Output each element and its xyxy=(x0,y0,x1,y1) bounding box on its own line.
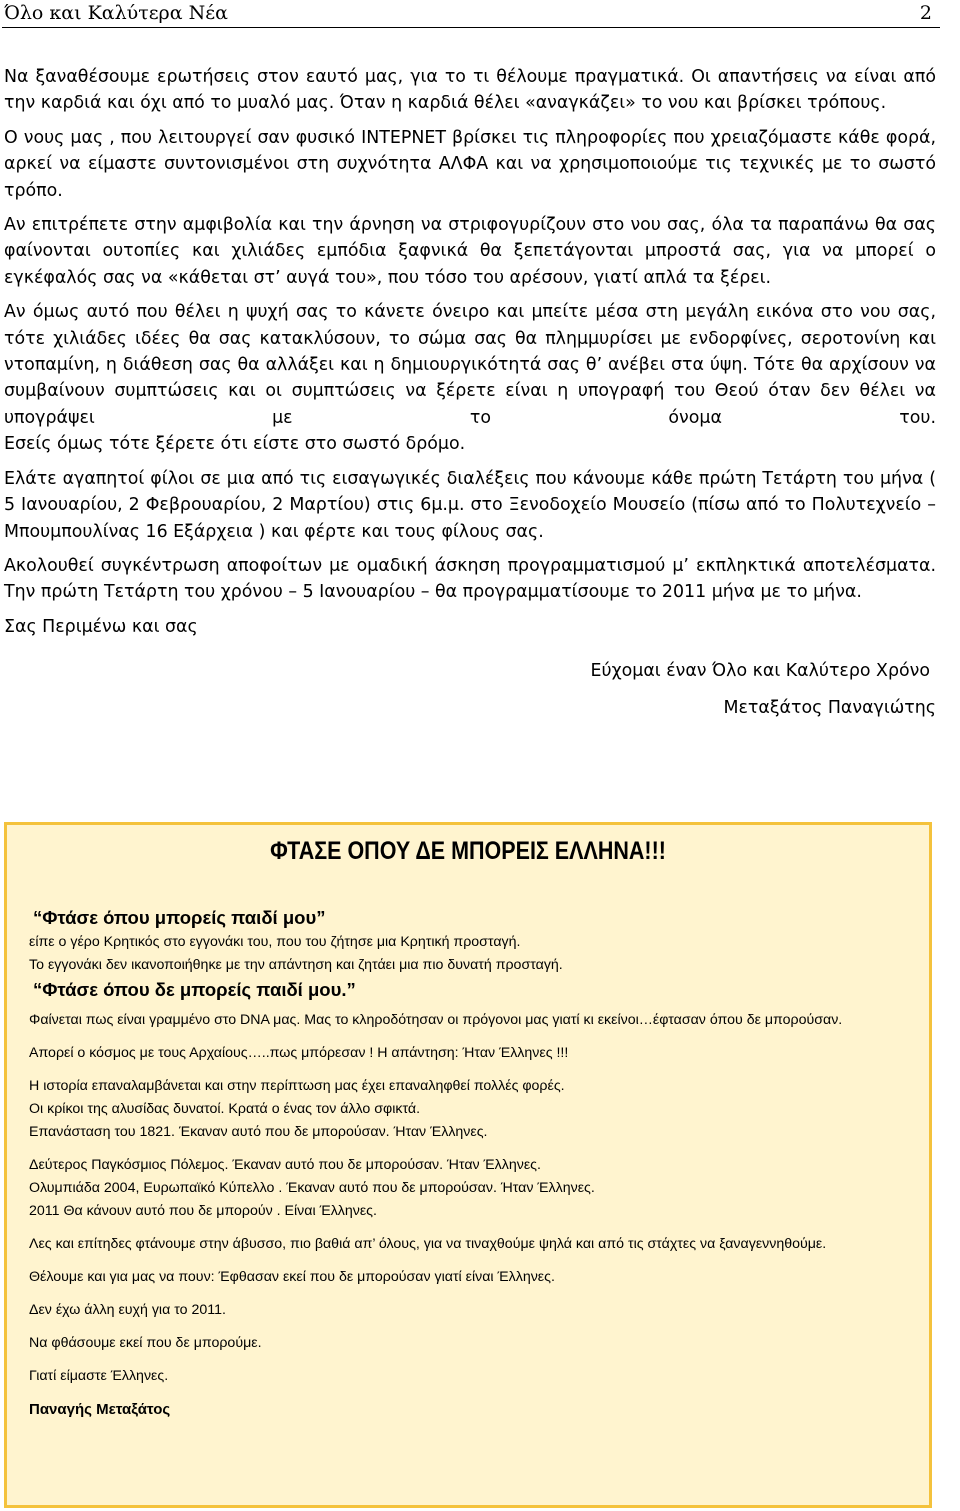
paragraph-mind-internet: Ο νους μας , που λειτουργεί σαν φυσικό ΙΝΤΕΡΝΕΤ βρίσκει τις πληροφορίες που χρειαζόμαστε κάθε φορά, αρκεί να είμαστε συντονισμένοι στη συχνότητα ΑΛΦΑ και να χρησιμοποιούμε τις τεχνικές με το σωστό τρόπο. xyxy=(4,127,936,201)
new-year-wish: Εύχομαι έναν Όλο και Καλύτερο Χρόνο xyxy=(590,661,930,682)
box-heading-1: “Φτάσε όπου μπορείς παιδί μου” xyxy=(33,907,326,928)
paragraph-invitation: Ελάτε αγαπητοί φίλοι σε μια από τις εισαγωγικές διαλέξεις που κάνουμε κάθε πρώτη Τετάρτη του μήνα ( 5 Ιανουαρίου, 2 Φεβρουαρίου, 2 Μαρτίου) στις 6μ.μ. στο Ξενοδοχείο Μουσείο (πίσω από το Πολυτεχνείο – Μπουμπουλίνας 16 Εξάρχεια ) και φέρτε και τους φίλους σας. xyxy=(4,468,936,542)
paragraph-right-path: Εσείς όμως τότε ξέρετε ότι είστε στο σωστό δρόμο. xyxy=(4,434,466,455)
paragraph-waiting: Σας Περιμένω και σας xyxy=(4,616,198,637)
box-para-history: Η ιστορία επαναλαμβάνεται και στην περίπτωση μας έχει επαναληφθεί πολλές φορές. Οι κρίκοι της αλυσίδας δυνατοί. Κρατά ο ένας τον άλλο σφικτά. Επανάσταση του 1821. Έκαναν αυτό που δε μπορούσαν. Ήταν Έλληνες. xyxy=(29,1078,565,1140)
page-header xyxy=(0,0,960,32)
page-number: 2 xyxy=(919,2,932,24)
box-para-ancients: Απορεί ο κόσμος με τους Αρχαίους…..πως μπόρεσαν ! Η απάντηση: Ήταν Έλληνες !!! xyxy=(29,1045,569,1061)
box-para-ww2: Δεύτερος Παγκόσμιος Πόλεμος. Έκαναν αυτό που δε μπορούσαν. Ήταν Έλληνες. Ολυμπιάδα 2004, Ευρωπαϊκό Κύπελλο . Έκαναν αυτό που δε μπορούσαν. Ήταν Έλληνες. 2011 Θα κάνουν αυτό που δε μπορούν . Είναι Έλληνες. xyxy=(29,1157,595,1219)
box-body xyxy=(29,905,909,1431)
paragraph-doubt: Αν επιτρέπετε στην αμφιβολία και την άρνηση να στριφογυρίζουν στο νου σας, όλα τα παραπάνω θα σας φαίνονται ουτοπίες και χιλιάδες εμπόδια ξαφνικά θα ξεπετάγονται μπροστά σας, για να μπορεί ο εγκέφαλός σας να «κάθεται στ’ αυγά του», που τόσο του αρέσουν, γιατί απλά τα ξέρει. xyxy=(4,215,936,288)
box-line-1: είπε ο γέρο Κρητικός στο εγγονάκι του, που του ζήτησε μια Κρητική προσταγή. Το εγγονάκι δεν ικανοποιήθηκε με την απάντηση και ζητάει μια πιο δυνατή προσταγή. xyxy=(29,934,563,973)
box-para-no-other-wish: Δεν έχω άλλη ευχή για το 2011. xyxy=(29,1302,226,1318)
paragraph-questions: Να ξαναθέσουμε ερωτήσεις στον εαυτό μας, για το τι θέλουμε πραγματικά. Οι απαντήσεις να είναι από την καρδιά και όχι από το μυαλό μας. Όταν η καρδιά θέλει «αναγκάζει» το νου και βρίσκει τρόπους. xyxy=(4,67,936,114)
highlight-box xyxy=(4,822,932,1508)
header-divider xyxy=(2,27,940,28)
box-para-greeks: Γιατί είμαστε Έλληνες. xyxy=(29,1368,169,1384)
box-title: ΦΤΑΣΕ ΟΠΟΥ ΔΕ ΜΠΟΡΕΙΣ ΕΛΛΗΝΑ!!! xyxy=(270,837,666,865)
box-signature: Παναγής Μεταξάτος xyxy=(29,1401,171,1418)
box-para-wish-they-say: Θέλουμε και για μας να πουν: Έφθασαν εκεί που δε μπορούσαν γιατί είναι Έλληνες. xyxy=(29,1269,555,1285)
box-para-abyss: Λες και επίτηδες φτάνουμε στην άβυσσο, πιο βαθιά απ’ όλους, για να τιναχθούμε ψηλά και από τις στάχτες να ξαναγεννηθούμε. xyxy=(29,1236,827,1252)
newsletter-title: Όλο και Καλύτερα Νέα xyxy=(4,2,228,24)
box-para-reach: Να φθάσουμε εκεί που δε μπορούμε. xyxy=(29,1335,262,1351)
article-body xyxy=(4,64,936,721)
author-signature: Μεταξάτος Παναγιώτης xyxy=(723,697,936,718)
box-heading-2: “Φτάσε όπου δε μπορείς παιδί μου.” xyxy=(33,979,356,1000)
paragraph-graduates: Ακολουθεί συγκέντρωση αποφοίτων με ομαδική άσκηση προγραμματισμού μ’ εκπληκτικά αποτελέσματα. Την πρώτη Τετάρτη του χρόνου – 5 Ιανουαρίου – θα προγραμματίσουμε το 2011 μήνα με το μήνα. xyxy=(4,555,936,603)
box-para-dna: Φαίνεται πως είναι γραμμένο στο DNA μας. Μας το κληροδότησαν οι πρόγονοι μας γιατί κι εκείνοι…έφτασαν όπου δε μπορούσαν. xyxy=(29,1012,843,1028)
paragraph-dream: Αν όμως αυτό που θέλει η ψυχή σας το κάνετε όνειρο και μπείτε μέσα στη μεγάλη εικόνα στο νου σας, τότε χιλιάδες ιδέες θα σας κατακλύσουν, το σώμα σας θα πλημμυρίσει με ενδορφίνες, σεροτονίνη και ντοπαμίνη, η διάθεση σας θα αλλάξει και η δημιουργικότητά σας θ’ ανέβει στα ύψη. Τότε θα αρχίσουν να συμβαίνουν συμπτώσεις και οι συμπτώσεις να ξέρετε είναι η υπογραφή του Θεού όταν δεν θέλει να υπογράψει με το όνομα του. xyxy=(4,302,936,428)
